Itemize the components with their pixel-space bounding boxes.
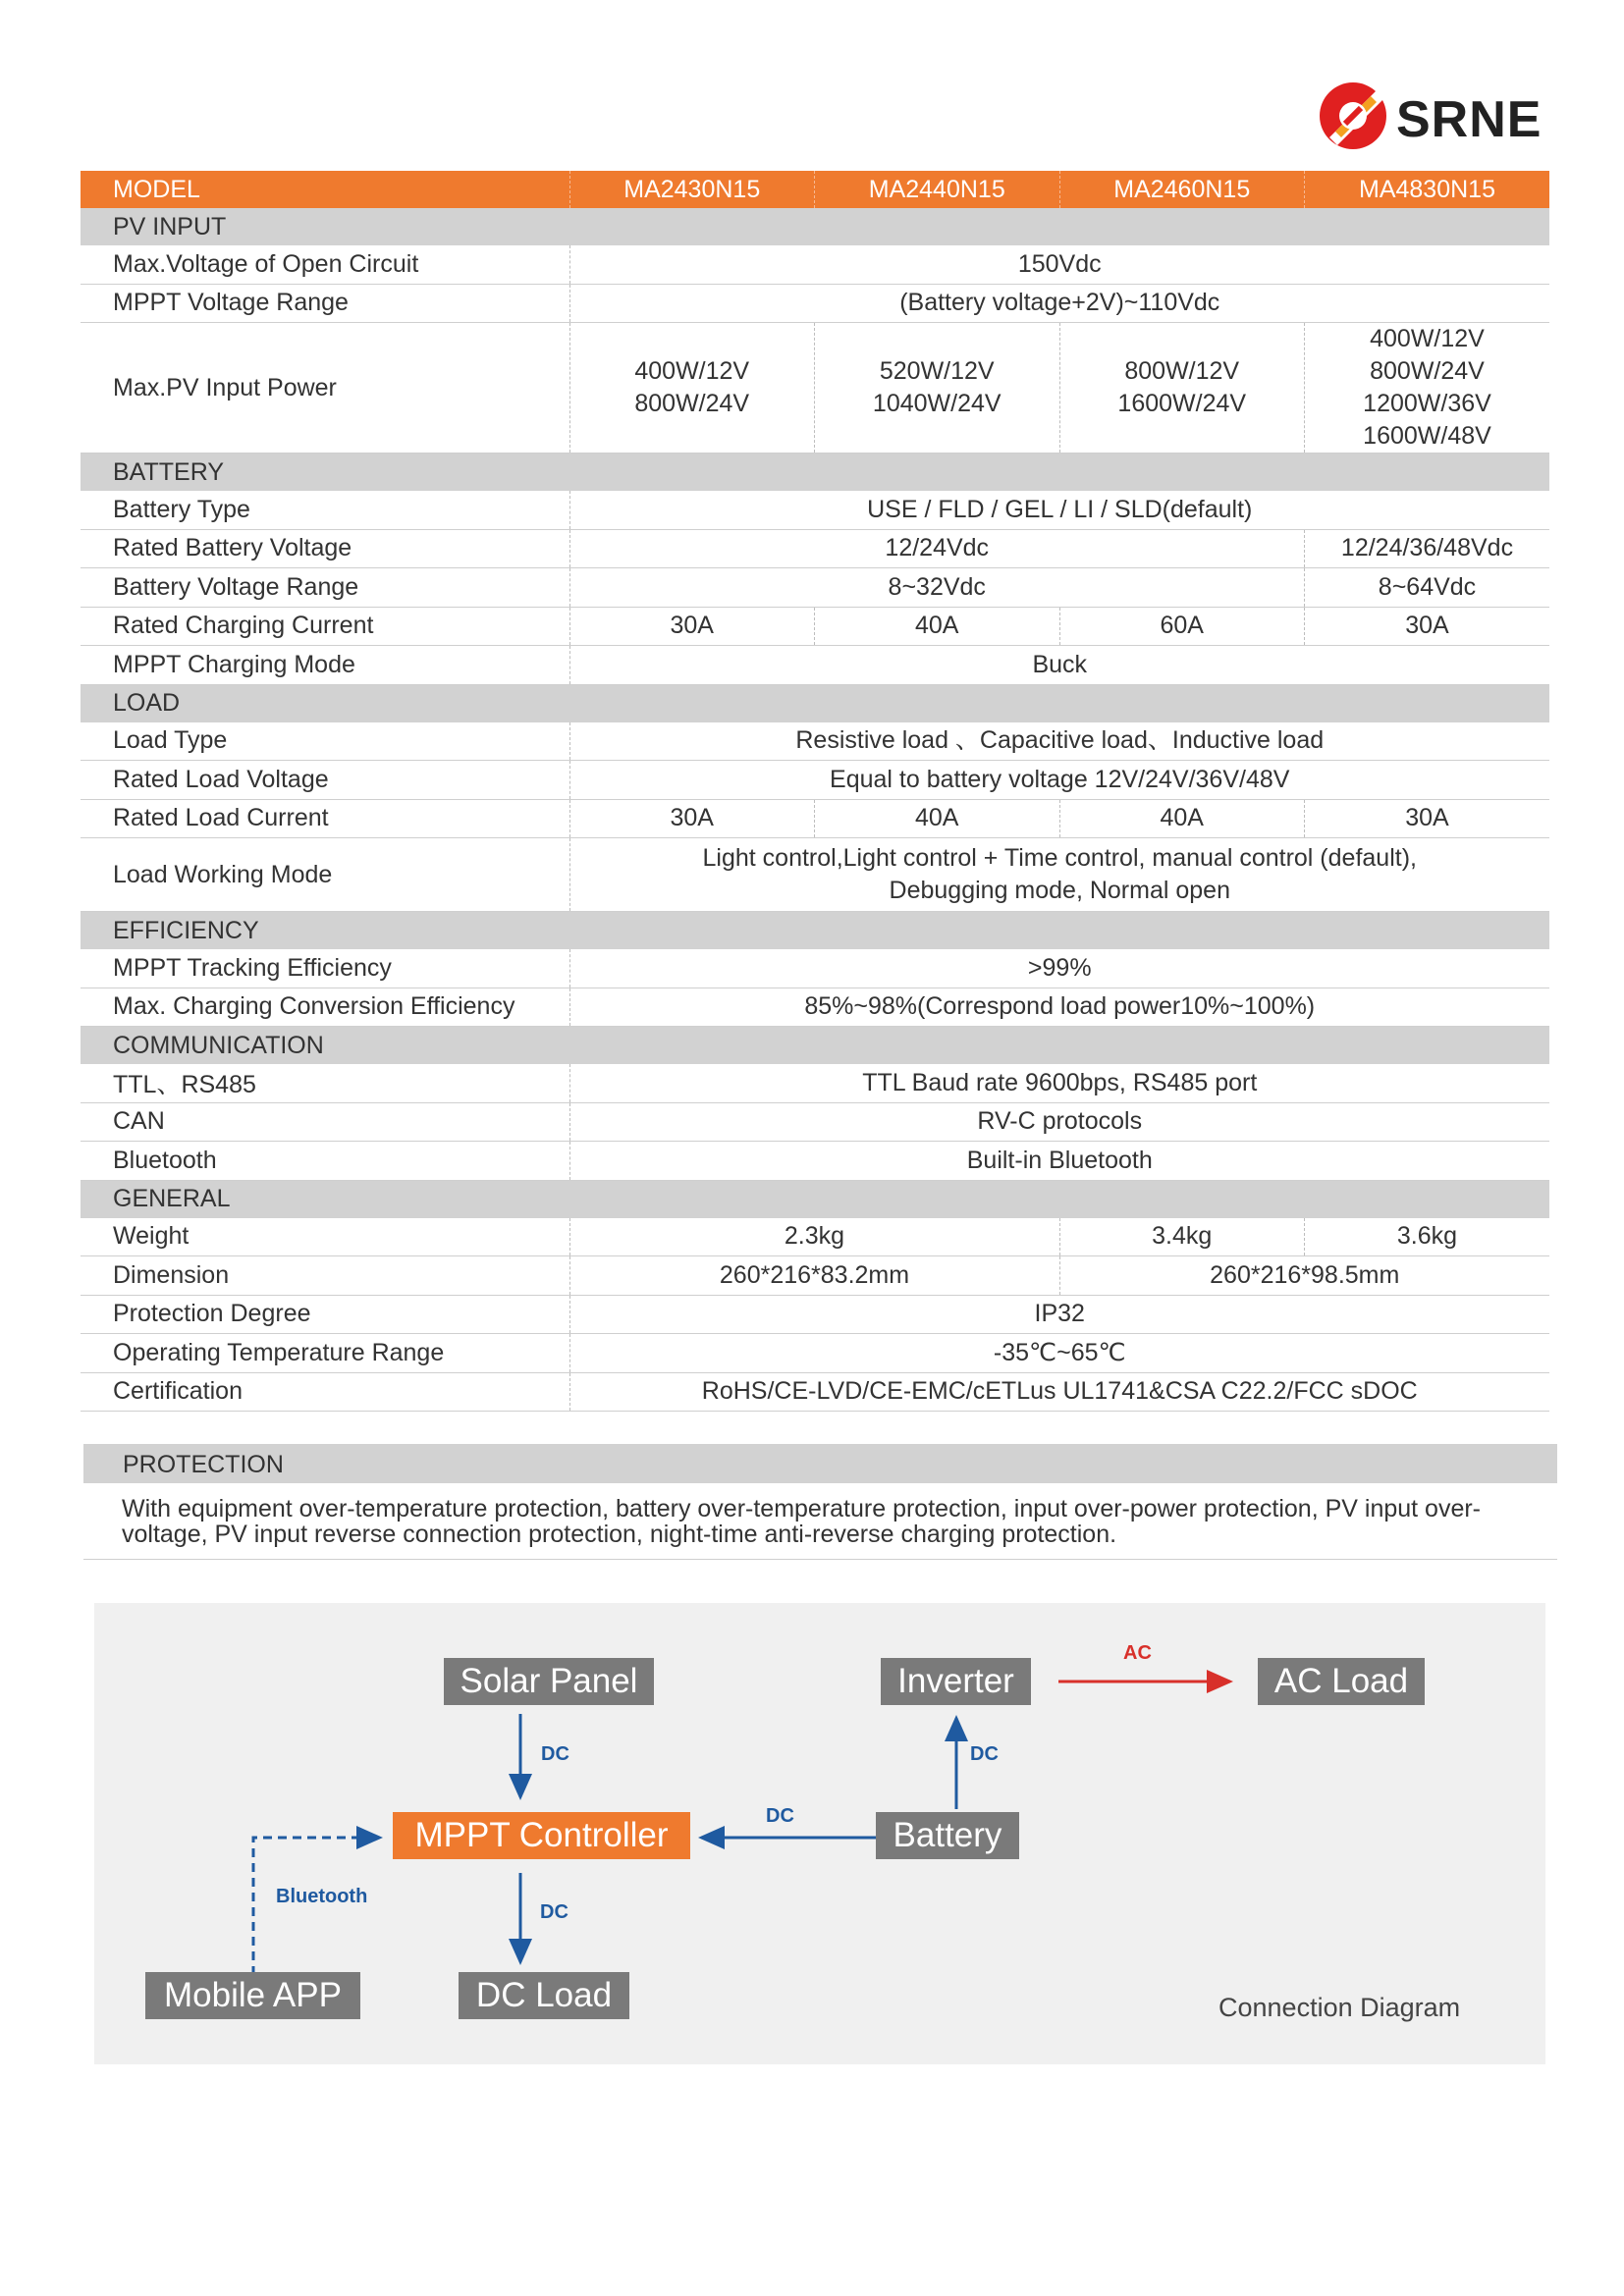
value-line: 520W/12V <box>879 357 995 385</box>
row-label: MPPT Tracking Efficiency <box>81 949 569 988</box>
value-line: 800W/24V <box>1370 357 1485 385</box>
table-row <box>81 1064 1549 1102</box>
row-value: 150Vdc <box>569 245 1549 284</box>
row-label: TTL、RS485 <box>81 1064 569 1102</box>
table-row <box>81 284 1549 323</box>
value-line: 800W/12V <box>1124 357 1240 385</box>
row-value: 30A <box>1305 607 1550 646</box>
row-value: (Battery voltage+2V)~110Vdc <box>569 284 1549 323</box>
row-value: 8~32Vdc <box>569 568 1305 608</box>
table-row <box>81 1142 1549 1181</box>
table-row <box>81 1256 1549 1296</box>
row-label: Max. Charging Conversion Efficiency <box>81 988 569 1027</box>
table-row <box>81 838 1549 912</box>
section-title-efficiency: EFFICIENCY <box>81 912 1549 950</box>
row-label: Rated Load Current <box>81 799 569 838</box>
table-row <box>81 646 1549 685</box>
row-value: TTL Baud rate 9600bps, RS485 port <box>569 1064 1549 1102</box>
divider <box>83 1559 1557 1560</box>
model-name: MA2460N15 <box>1059 171 1305 208</box>
protection-title: PROTECTION <box>123 1451 284 1478</box>
row-label: MPPT Charging Mode <box>81 646 569 685</box>
diagram-caption: Connection Diagram <box>1218 1993 1461 2022</box>
section-title-general: GENERAL <box>81 1180 1549 1218</box>
table-row <box>81 949 1549 988</box>
row-value: 3.4kg <box>1059 1218 1305 1256</box>
row-label: Load Type <box>81 722 569 761</box>
row-label: Dimension <box>81 1256 569 1296</box>
brand-logo <box>1316 77 1561 155</box>
row-value: 40A <box>815 799 1060 838</box>
node-solar-panel: Solar Panel <box>444 1658 654 1705</box>
row-value: Equal to battery voltage 12V/24V/36V/48V <box>569 761 1549 800</box>
table-row <box>81 722 1549 761</box>
node-mobile-app: Mobile APP <box>145 1972 360 2019</box>
table-row <box>81 988 1549 1027</box>
row-label: CAN <box>81 1102 569 1142</box>
dc-label: DC <box>970 1743 999 1765</box>
row-label: Weight <box>81 1218 569 1256</box>
row-value: 30A <box>569 607 815 646</box>
row-value: 85%~98%(Correspond load power10%~100%) <box>569 988 1549 1027</box>
row-value: 260*216*98.5mm <box>1059 1256 1549 1296</box>
value-line: Debugging mode, Normal open <box>889 877 1230 904</box>
row-value: 12/24/36/48Vdc <box>1305 529 1550 568</box>
srne-logo-icon <box>1316 77 1390 155</box>
row-value: 30A <box>1305 799 1550 838</box>
row-value: IP32 <box>569 1295 1549 1334</box>
value-line: 800W/24V <box>634 390 750 417</box>
row-value <box>569 838 1549 912</box>
bluetooth-label: Bluetooth <box>276 1886 368 1907</box>
section-title-battery: BATTERY <box>81 454 1549 492</box>
model-name: MA2430N15 <box>569 171 815 208</box>
table-row <box>81 529 1549 568</box>
value-line: 1600W/24V <box>1117 390 1247 417</box>
row-value: 260*216*83.2mm <box>569 1256 1059 1296</box>
section-title-communication: COMMUNICATION <box>81 1027 1549 1065</box>
table-row <box>81 323 1549 454</box>
protection-header <box>83 1444 1557 1483</box>
row-value: 40A <box>815 607 1060 646</box>
row-value: 3.6kg <box>1305 1218 1550 1256</box>
table-row <box>81 568 1549 608</box>
row-value: 60A <box>1059 607 1305 646</box>
table-row <box>81 1295 1549 1334</box>
model-header: MODEL <box>81 171 569 208</box>
table-header-row <box>81 171 1549 208</box>
model-name: MA2440N15 <box>815 171 1060 208</box>
section-row <box>81 912 1549 950</box>
row-value: RV-C protocols <box>569 1102 1549 1142</box>
value-line: 1600W/48V <box>1363 422 1491 450</box>
value-line: 400W/12V <box>634 357 750 385</box>
table-row <box>81 491 1549 529</box>
section-row <box>81 1180 1549 1218</box>
row-value: -35℃~65℃ <box>569 1334 1549 1373</box>
section-row <box>81 454 1549 492</box>
value-line: 400W/12V <box>1370 325 1485 352</box>
table-row <box>81 1334 1549 1373</box>
brand-name: SRNE <box>1396 91 1543 148</box>
row-value: Resistive load 、Capacitive load、Inductive load <box>569 722 1549 761</box>
connection-diagram <box>94 1603 1545 2064</box>
row-label: Rated Battery Voltage <box>81 529 569 568</box>
dc-label: DC <box>540 1901 568 1923</box>
dc-label: DC <box>541 1743 569 1765</box>
row-value: 30A <box>569 799 815 838</box>
ac-label: AC <box>1123 1642 1152 1664</box>
table-row <box>81 799 1549 838</box>
row-label: Rated Charging Current <box>81 607 569 646</box>
row-label: Battery Voltage Range <box>81 568 569 608</box>
row-value <box>815 323 1060 454</box>
node-dc-load: DC Load <box>459 1972 629 2019</box>
row-value: 12/24Vdc <box>569 529 1305 568</box>
table-row <box>81 1218 1549 1256</box>
row-label: Load Working Mode <box>81 838 569 912</box>
section-row <box>81 684 1549 722</box>
row-label: Max.PV Input Power <box>81 323 569 454</box>
value-line: 1040W/24V <box>872 390 1001 417</box>
row-label: MPPT Voltage Range <box>81 284 569 323</box>
row-value <box>1305 323 1550 454</box>
row-value: USE / FLD / GEL / LI / SLD(default) <box>569 491 1549 529</box>
spec-table <box>81 171 1549 1412</box>
table-row <box>81 1102 1549 1142</box>
row-value <box>1059 323 1305 454</box>
section-title-pv-input: PV INPUT <box>81 208 1549 245</box>
dc-label: DC <box>766 1805 794 1827</box>
row-label: Operating Temperature Range <box>81 1334 569 1373</box>
row-label: Bluetooth <box>81 1142 569 1181</box>
row-value: 8~64Vdc <box>1305 568 1550 608</box>
row-value: 40A <box>1059 799 1305 838</box>
node-ac-load: AC Load <box>1258 1658 1425 1705</box>
section-title-load: LOAD <box>81 684 1549 722</box>
row-label: Certification <box>81 1372 569 1412</box>
table-row <box>81 1372 1549 1412</box>
node-battery: Battery <box>876 1812 1019 1859</box>
row-value <box>569 323 815 454</box>
value-line: 1200W/36V <box>1363 390 1491 417</box>
row-value: 2.3kg <box>569 1218 1059 1256</box>
table-row <box>81 761 1549 800</box>
node-inverter: Inverter <box>881 1658 1031 1705</box>
node-mppt-controller: MPPT Controller <box>393 1812 690 1859</box>
section-row <box>81 208 1549 245</box>
section-row <box>81 1027 1549 1065</box>
table-row <box>81 245 1549 284</box>
row-label: Battery Type <box>81 491 569 529</box>
row-label: Protection Degree <box>81 1295 569 1334</box>
row-label: Max.Voltage of Open Circuit <box>81 245 569 284</box>
row-value: Buck <box>569 646 1549 685</box>
value-line: Light control,Light control + Time control, manual control (default), <box>702 844 1417 872</box>
row-value: RoHS/CE-LVD/CE-EMC/cETLus UL1741&CSA C22.2/FCC sDOC <box>569 1372 1549 1412</box>
model-name: MA4830N15 <box>1305 171 1550 208</box>
protection-text: With equipment over-temperature protection, battery over-temperature protection, input over-power protection, PV input over-voltage, PV input reverse connection protection, night-time anti-reverse charging protection. <box>122 1495 1482 1548</box>
table-row <box>81 607 1549 646</box>
row-value: >99% <box>569 949 1549 988</box>
row-label: Rated Load Voltage <box>81 761 569 800</box>
row-value: Built-in Bluetooth <box>569 1142 1549 1181</box>
